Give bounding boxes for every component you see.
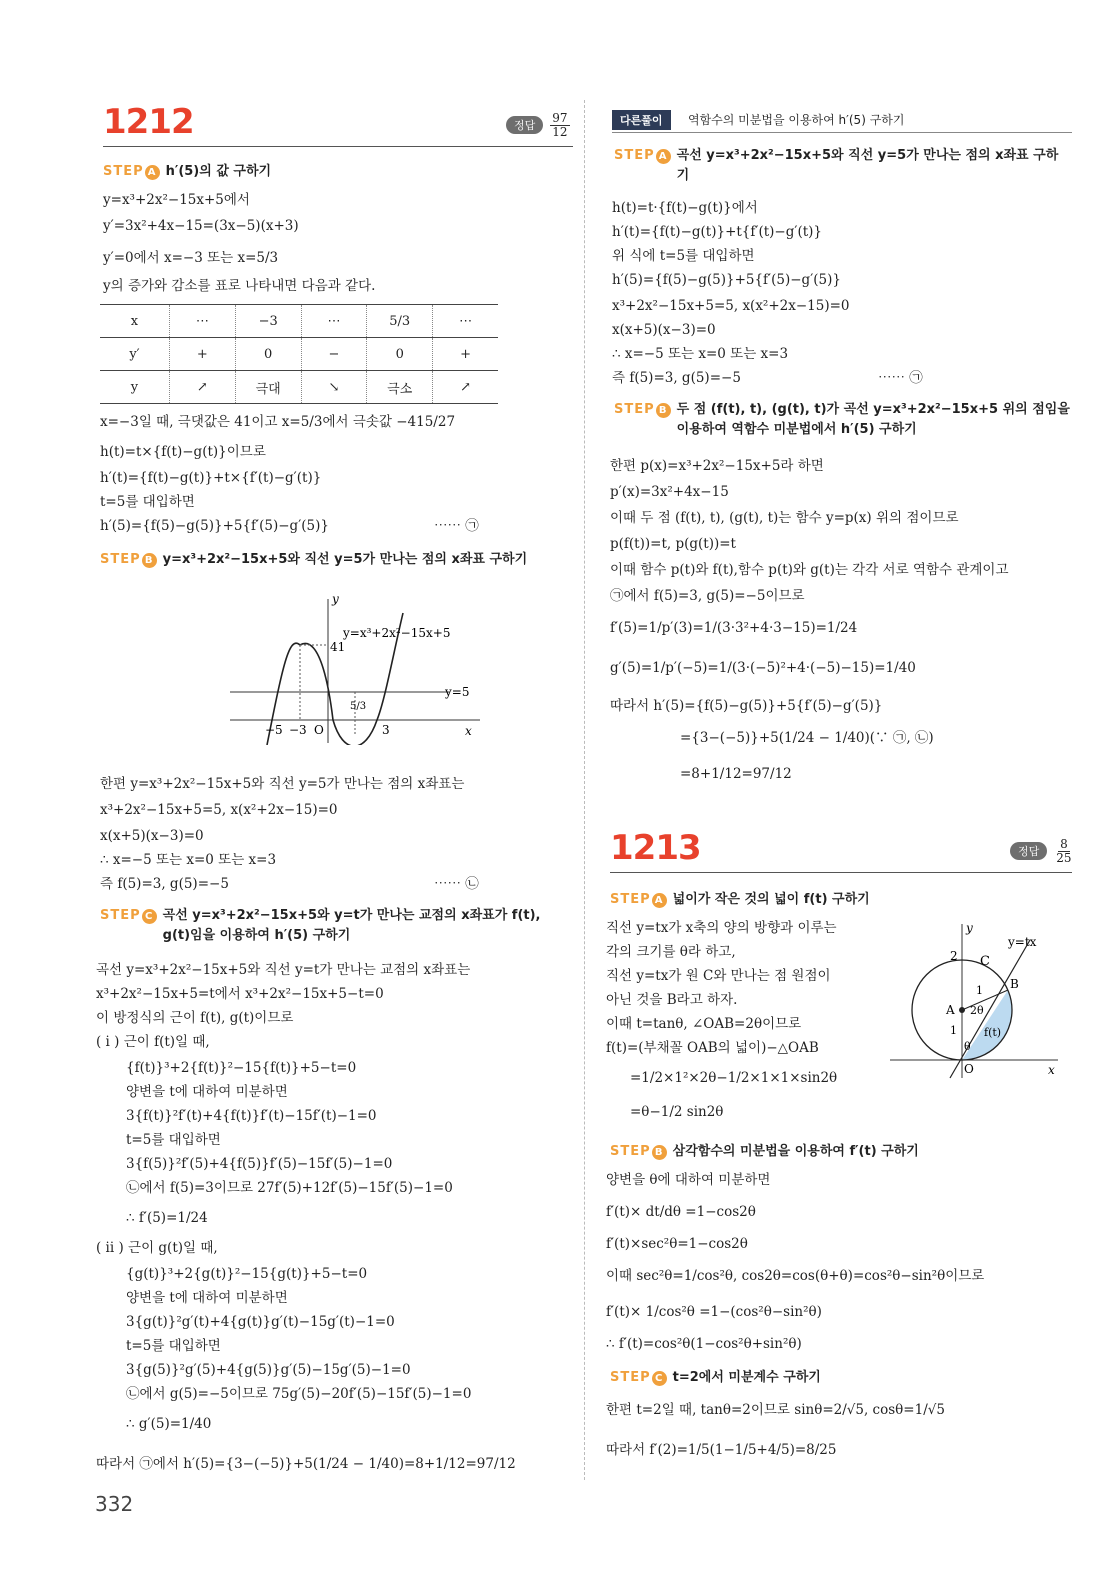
text-line: ( i ) 근이 f(t)일 때, (96, 1034, 210, 1050)
text-line: ∴ f′(t)=cos²θ(1−cos²θ+sin²θ) (606, 1336, 802, 1352)
alt-step-b-heading: STEP B 두 점 (f(t), t), (g(t), t)가 곡선 y=x³+2x²−15x+5 위의 점임을 이용하여 역함수 미분법에서 h′(5) 구하기 (614, 402, 1070, 437)
text-line: 아닌 것을 B라고 하자. (606, 992, 738, 1008)
text-line: 이때 함수 p(t)와 f(t),함수 p(t)와 g(t)는 각각 서로 역함수 관계이고 (610, 562, 1009, 578)
text-line: 3{f(5)}²f′(5)+4{f(5)}f′(5)−15f′(5)−1=0 (126, 1156, 393, 1172)
fig-ft: f(t) (984, 1026, 1002, 1039)
text-line: {f(t)}³+2{f(t)}²−15{f(t)}+5−t=0 (126, 1060, 357, 1076)
text-line: 즉 f(5)=3, g(5)=−5 (612, 370, 741, 386)
text-line: h′(t)={f(t)−g(t)}+t×{f′(t)−g′(t)} (100, 470, 322, 486)
text-line: t=5를 대입하면 (100, 494, 195, 510)
curve-label: y=x³+2x²−15x+5 (343, 626, 451, 640)
text-line: 이 방정식의 근이 f(t), g(t)이므로 (96, 1010, 294, 1026)
step-a-heading: STEP A h′(5)의 값 구하기 (103, 164, 272, 179)
fig-b: B (1010, 977, 1019, 991)
text-line: h′(t)={f(t)−g(t)}+t{f′(t)−g′(t)} (612, 224, 822, 240)
text-line: ∴ x=−5 또는 x=0 또는 x=3 (100, 852, 277, 868)
tick-label: −5 (265, 723, 283, 737)
text-line: x(x+5)(x−3)=0 (612, 322, 716, 338)
fig-x-label: x (1048, 1063, 1055, 1077)
fig-c: C (980, 954, 990, 969)
text-line: 곡선 y=x³+2x²−15x+5와 직선 y=t가 만나는 교점의 x좌표는 (96, 962, 471, 978)
text-line: 한편 p(x)=x³+2x²−15x+5라 하면 (610, 458, 824, 474)
fig-y-label: y (966, 921, 973, 935)
header-rule (610, 872, 1072, 873)
alt-solution-badge: 다른풀이 (612, 110, 671, 130)
graph-x-label: x (465, 724, 472, 738)
tick-label: 5/3 (350, 701, 367, 712)
sign-table: x ⋯ −3 ⋯ 5/3 ⋯ y′ + 0 − 0 + y ↗ 극대 ↘ 극소 ↗ (100, 304, 498, 404)
equation-ref: ⋯⋯ ㉠ (434, 518, 479, 534)
text-line: f′(5)=1/p′(3)=1/(3·3²+4·3−15)=1/24 (610, 620, 858, 636)
text-line: p′(x)=3x²+4x−15 (610, 484, 729, 500)
problem-number-1212: 1212 (103, 102, 194, 142)
graph-y-label: y (332, 595, 339, 606)
column-divider (584, 100, 585, 1480)
step-b-heading: STEP B y=x³+2x²−15x+5와 직선 y=5가 만나는 점의 x좌표 구하기 (100, 552, 528, 567)
answer-label: 정답 (506, 116, 543, 134)
header-rule (103, 146, 573, 147)
text-line: 이때 두 점 (f(t), t), (g(t), t)는 함수 y=p(x) 위의 점이므로 (610, 510, 959, 526)
text-line: ∴ g′(5)=1/40 (126, 1416, 212, 1432)
text-line: =θ−1/2 sin2θ (630, 1104, 724, 1120)
tick-label: −3 (289, 723, 307, 737)
fig-a: A (946, 1003, 955, 1017)
alt-solution-title: 역함수의 미분법을 이용하여 h′(5) 구하기 (688, 113, 905, 127)
text-line: {g(t)}³+2{g(t)}²−15{g(t)}+5−t=0 (126, 1266, 368, 1282)
alt-rule (612, 132, 1072, 133)
text-line: ㉡에서 f(5)=3이므로 27f′(5)+12f′(5)−15f′(5)−1=0 (126, 1180, 453, 1196)
fig-one-b: 1 (950, 1024, 957, 1037)
step-a-heading: STEP A 넓이가 작은 것의 넓이 f(t) 구하기 (610, 892, 870, 907)
tick-label: 3 (382, 723, 390, 737)
text-line: x³+2x²−15x+5=5, x(x²+2x−15)=0 (100, 802, 338, 818)
text-line: 이때 sec²θ=1/cos²θ, cos2θ=cos(θ+θ)=cos²θ−sin²θ이므로 (606, 1268, 985, 1284)
answer-box-1213 (1010, 838, 1075, 864)
step-c-heading: STEP C 곡선 y=x³+2x²−15x+5와 y=t가 만나는 교점의 x좌표가 f(t), g(t)임을 이용하여 h′(5) 구하기 (100, 908, 541, 943)
answer-label: 정답 (1010, 842, 1047, 860)
text-line: 한편 t=2일 때, tanθ=2이므로 sinθ=2/√5, cosθ=1/√5 (606, 1402, 945, 1418)
center-a (959, 1007, 965, 1013)
text-line: y′=0에서 x=−3 또는 x=5/3 (103, 250, 279, 266)
text-line: 직선 y=tx가 원 C와 만나는 점 원점이 (606, 968, 831, 984)
text-line: ∴ f′(5)=1/24 (126, 1210, 208, 1226)
step-b-heading: STEP B 삼각함수의 미분법을 이용하여 f′(t) 구하기 (610, 1144, 919, 1159)
text-line: 따라서 ㉠에서 h′(5)={3−(−5)}+5(1/24 − 1/40)=8+1/12=97/12 (96, 1456, 516, 1472)
text-line: 한편 y=x³+2x²−15x+5와 직선 y=5가 만나는 점의 x좌표는 (100, 776, 465, 792)
answer-box-1212 (506, 112, 571, 138)
page-number: 332 (95, 1492, 134, 1516)
text-line: 즉 f(5)=3, g(5)=−5 (100, 876, 229, 892)
text-line: h(t)=t·{f(t)−g(t)}에서 (612, 200, 758, 216)
text-line: f′(t)× 1/cos²θ =1−(cos²θ−sin²θ) (606, 1304, 822, 1320)
text-line: 이때 t=tanθ, ∠OAB=2θ이므로 (606, 1016, 802, 1032)
text-line: y의 증가와 감소를 표로 나타내면 다음과 같다. (103, 278, 376, 294)
equation-ref: ⋯⋯ ㉠ (878, 370, 923, 386)
text-line: y=x³+2x²−15x+5에서 (103, 192, 250, 208)
fig-two-theta: 2θ (970, 1004, 984, 1017)
text-line: =1/2×1²×2θ−1/2×1×1×sin2θ (630, 1070, 838, 1086)
text-line: p(f(t))=t, p(g(t))=t (610, 536, 736, 552)
text-line: ( ii ) 근이 g(t)일 때, (96, 1240, 218, 1256)
problem-number-1213: 1213 (610, 828, 701, 868)
text-line: 각의 크기를 θ라 하고, (606, 944, 736, 960)
text-line: 위 식에 t=5를 대입하면 (612, 248, 755, 264)
circle-figure (890, 920, 1060, 1080)
text-line: x(x+5)(x−3)=0 (100, 828, 204, 844)
text-line: ={3−(−5)}+5(1/24 − 1/40)(∵ ㉠, ㉡) (680, 730, 934, 746)
tick-label: O (314, 723, 324, 737)
text-line: 3{g(t)}²g′(t)+4{g(t)}g′(t)−15g′(t)−1=0 (126, 1314, 395, 1330)
text-line: t=5를 대입하면 (126, 1338, 221, 1354)
text-line: x³+2x²−15x+5=t에서 x³+2x²−15x+5−t=0 (96, 986, 384, 1002)
text-line: 3{g(5)}²g′(5)+4{g(5)}g′(5)−15g′(5)−1=0 (126, 1362, 411, 1378)
text-line: 양변을 θ에 대하여 미분하면 (606, 1172, 771, 1188)
text-line: h′(5)={f(5)−g(5)}+5{f′(5)−g′(5)} (612, 272, 841, 288)
peak-label: 41 (330, 640, 346, 654)
answer-fraction: $\frac{97}{12}$ (552, 111, 568, 139)
text-line: ㉠에서 f(5)=3, g(5)=−5이므로 (610, 588, 805, 604)
text-line: 3{f(t)}²f′(t)+4{f(t)}f′(t)−15f′(t)−1=0 (126, 1108, 377, 1124)
step-c-heading: STEP C t=2에서 미분계수 구하기 (610, 1370, 821, 1385)
text-line: ㉡에서 g(5)=−5이므로 75g′(5)−20f′(5)−15f′(5)−1=0 (126, 1386, 472, 1402)
text-line: 따라서 f′(2)=1/5(1−1/5+4/5)=8/25 (606, 1442, 837, 1458)
answer-fraction: $\frac{8}{25}$ (1056, 837, 1072, 865)
text-line: 양변을 t에 대하여 미분하면 (126, 1084, 288, 1100)
text-line: 따라서 h′(5)={f(5)−g(5)}+5{f′(5)−g′(5)} (610, 698, 883, 714)
text-line: =8+1/12=97/12 (680, 766, 792, 782)
text-line: 양변을 t에 대하여 미분하면 (126, 1290, 288, 1306)
text-line: t=5를 대입하면 (126, 1132, 221, 1148)
text-line: h(t)=t×{f(t)−g(t)}이므로 (100, 444, 266, 460)
text-line: x=−3일 때, 극댓값은 41이고 x=5/3에서 극솟값 −415/27 (100, 414, 456, 430)
fig-theta: θ (964, 1040, 971, 1053)
text-line: g′(5)=1/p′(−5)=1/(3·(−5)²+4·(−5)−15)=1/40 (610, 660, 916, 676)
text-line: 직선 y=tx가 x축의 양의 방향과 이루는 (606, 920, 837, 936)
equation-ref: ⋯⋯ ㉡ (434, 876, 479, 892)
fig-line-label: y=tx (1008, 935, 1037, 949)
text-line: ∴ x=−5 또는 x=0 또는 x=3 (612, 346, 789, 362)
text-line: f(t)=(부채꼴 OAB의 넓이)−△OAB (606, 1040, 819, 1056)
text-line: x³+2x²−15x+5=5, x(x²+2x−15)=0 (612, 298, 850, 314)
line-label: y=5 (445, 685, 470, 699)
fig-two: 2 (950, 949, 958, 963)
text-line: y′=3x²+4x−15=(3x−5)(x+3) (103, 218, 299, 234)
fig-origin: O (964, 1062, 974, 1076)
text-line: f′(t)× dt/dθ =1−cos2θ (606, 1204, 756, 1220)
cubic-graph (225, 595, 485, 745)
text-line: f′(t)×sec²θ=1−cos2θ (606, 1236, 748, 1252)
alt-step-a-heading: STEP A 곡선 y=x³+2x²−15x+5와 직선 y=5가 만나는 점의 x좌표 구하기 (614, 148, 1059, 183)
fig-one-a: 1 (976, 984, 983, 997)
text-line: h′(5)={f(5)−g(5)}+5{f′(5)−g′(5)} (100, 518, 329, 534)
